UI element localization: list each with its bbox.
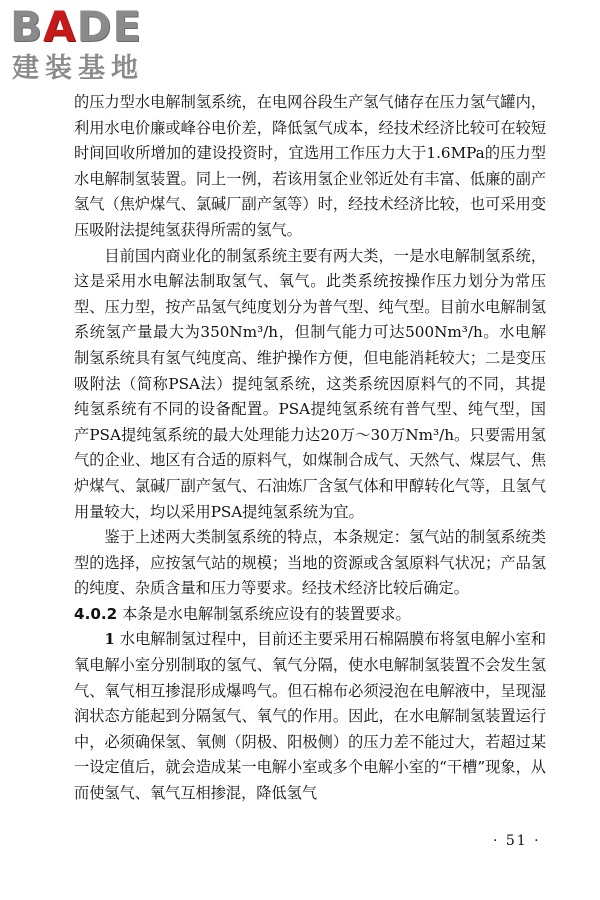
section-number: 4.0.2 xyxy=(74,604,118,623)
logo-letter-a: A xyxy=(43,2,77,51)
paragraph-continued: 的压力型水电解制氢系统，在电网谷段生产氢气储存在压力氢气罐内，利用水电价廉或峰谷电价差，降低氢气成本，经技术经济比较可在较短时间回收所增加的建设投资时，宜选用工作压力大于1.6MPa的压力型水电解制氢装置。同上一例，若该用氢企业邻近处有丰富、低廉的副产氢气（焦炉煤气、氯碱厂副产氢等）时，经技术经济比较，也可采用变压吸附法提纯氢获得所需的氢气。 xyxy=(74,93,546,239)
list-item xyxy=(74,627,546,806)
logo-letters-de: DE xyxy=(76,2,143,51)
section-text: 本条是水电解制氢系统应设有的装置要求。 xyxy=(122,604,411,623)
document-body xyxy=(74,90,546,807)
paragraph-hydrogen-systems: 目前国内商业化的制氢系统主要有两大类，一是水电解制氢系统，这是采用水电解法制取氢气、氧气。此类系统按操作压力划分为常压型、压力型，按产品氢气纯度划分为普气型、纯气型。目前水电解制氢系统氢产量最大为350Nm³/h，但制气能力可达500Nm³/h。水电解制氢系统具有氢气纯度高、维护操作方便，但电能消耗较大；二是变压吸附法（简称PSA法）提纯氢系统，这类系统因原料气的不同，其提纯氢系统有不同的设备配置。PSA提纯氢系统有普气型、纯气型，国产PSA提纯氢系统的最大处理能力达20万～30万Nm³/h。只要需用氢气的企业、地区有合适的原料气，如煤制合成气、天然气、煤层气、焦炉煤气、氯碱厂副产氢气、石油炼厂含氢气体和甲醇转化气等，且氢气用量较大，均以采用PSA提纯氢系统为宜。 xyxy=(74,246,546,521)
brand-logo xyxy=(10,4,175,86)
logo-wordmark xyxy=(10,4,142,50)
item-text: 水电解制氢过程中，目前还主要采用石棉隔膜布将氢电解小室和氧电解小室分别制取的氢气、氧气分隔，使水电解制氢装置不会发生氢气、氧气相互掺混形成爆鸣气。但石棉布必须浸泡在电解液中，呈现湿润状态方能起到分隔氢气、氧气的作用。因此，在水电解制氢装置运行中，必须确保氢、氧侧（阴极、阳极侧）的压力差不能过大，若超过某一设定值后，就会造成某一电解小室或多个电解小室的“干槽”现象，从而使氢气、氧气互相掺混，降低氢气 xyxy=(74,630,547,803)
item-number: 1 xyxy=(104,630,115,649)
logo-letter-b: B xyxy=(10,2,44,51)
page-number: · 51 · xyxy=(493,833,541,849)
logo-subtitle: 建装基地 xyxy=(12,53,144,84)
section-clause xyxy=(74,602,546,628)
paragraph-selection-rule: 鉴于上述两大类制氢系统的特点，本条规定：氢气站的制氢系统类型的选择，应按氢气站的规模；当地的资源或含氢原料气状况；产品氢的纯度、杂质含量和压力等要求。经技术经济比较后确定。 xyxy=(74,528,546,598)
